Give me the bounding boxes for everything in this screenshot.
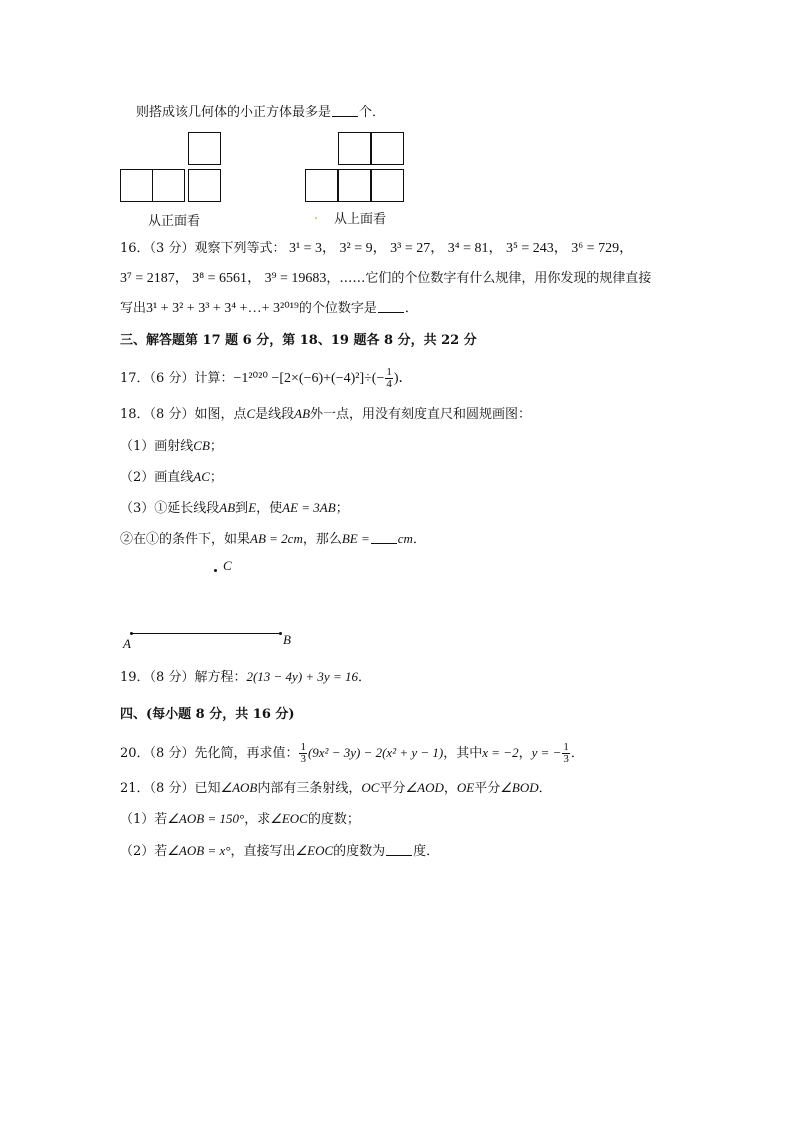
q19-text: 19．（8 分）解方程：2(13 − 4y) + 3y = 16． bbox=[120, 669, 371, 685]
q18-line1: 18．（8 分）如图，点C是线段AB外一点，用没有刻度直尺和圆规画图： bbox=[120, 406, 532, 422]
stray-dot: . bbox=[314, 208, 319, 223]
q17-text: 17．（6 分）计算：−1²⁰²⁰ −[2×(−6)+(−4)²]÷(− $\frac{1}{4}$ )． bbox=[120, 366, 413, 390]
top-cell bbox=[338, 132, 371, 165]
front-cell bbox=[152, 169, 185, 202]
q20-text: 20．（8 分）先化简，再求值： $\frac{1}{3}$ (9x² − 3y) − 2(x² + y − 1)，其中x = −2，y = − $\frac{1}{3}$ ． bbox=[120, 741, 584, 765]
answer-blank bbox=[332, 104, 358, 117]
q18-sub1: （1）画射线CB； bbox=[120, 438, 223, 454]
front-view-caption: 从正面看 bbox=[148, 214, 201, 229]
top-cell bbox=[371, 169, 404, 202]
q15-text: 则搭成该几何体的小正方体最多是 个． bbox=[136, 105, 386, 120]
section-3-heading: 三、解答题第 17 题 6 分，第 18、19 题各 8 分，共 22 分 bbox=[120, 333, 477, 348]
section-4-heading: 四、(每小题 8 分，共 16 分) bbox=[120, 707, 295, 722]
top-cell bbox=[371, 132, 404, 165]
q21-sub1: （1）若∠AOB = 150°，求∠EOC的度数； bbox=[120, 811, 360, 827]
answer-blank bbox=[371, 531, 397, 544]
fraction: $\frac{1}{3}$ bbox=[563, 741, 569, 765]
q18-sub4: ②在①的条件下，如果AB = 2cm，那么BE = cm． bbox=[120, 531, 426, 547]
point-b-label: B bbox=[283, 632, 291, 647]
point-c-dot bbox=[214, 569, 217, 572]
front-cell bbox=[188, 132, 221, 165]
q21-sub2: （2）若∠AOB = x°，直接写出∠EOC的度数为 度． bbox=[120, 843, 440, 859]
q21-line1: 21．（8 分）已知∠AOB内部有三条射线，OC平分∠AOD，OE平分∠BOD． bbox=[120, 780, 552, 796]
front-cell bbox=[188, 169, 221, 202]
q16-line1: 16．（3 分）观察下列等式： 3¹ = 3， 3² = 9， 3³ = 27， 3⁴ = 81， 3⁵ = 243， 3⁶ = 729， bbox=[120, 241, 634, 256]
answer-blank bbox=[378, 300, 404, 313]
top-view-caption: 从上面看 bbox=[334, 212, 387, 227]
front-view-figure bbox=[120, 132, 222, 206]
answer-blank bbox=[386, 843, 412, 856]
point-b-dot bbox=[279, 632, 282, 635]
top-view-figure bbox=[305, 132, 407, 206]
top-cell bbox=[338, 169, 371, 202]
segment-ab bbox=[131, 633, 281, 634]
q18-sub3: （3）①延长线段AB到E，使AE = 3AB； bbox=[120, 500, 349, 516]
top-cell bbox=[305, 169, 338, 202]
fraction: $\frac{1}{4}$ bbox=[386, 366, 392, 390]
fraction: $\frac{1}{3}$ bbox=[300, 741, 306, 765]
point-a-dot bbox=[130, 632, 133, 635]
point-c-label: C bbox=[223, 558, 232, 573]
point-a-label: A bbox=[123, 636, 131, 651]
front-cell bbox=[120, 169, 153, 202]
q16-line2: 3⁷ = 2187， 3⁸ = 6561， 3⁹ = 19683，……它们的个位数字有什么规律，用你发现的规律直接 bbox=[120, 271, 652, 286]
q18-sub2: （2）画直线AC； bbox=[120, 469, 223, 485]
q16-line3: 写出3¹ + 3² + 3³ + 3⁴ +…+ 3²⁰¹⁹的个位数字是 ． bbox=[120, 301, 418, 316]
